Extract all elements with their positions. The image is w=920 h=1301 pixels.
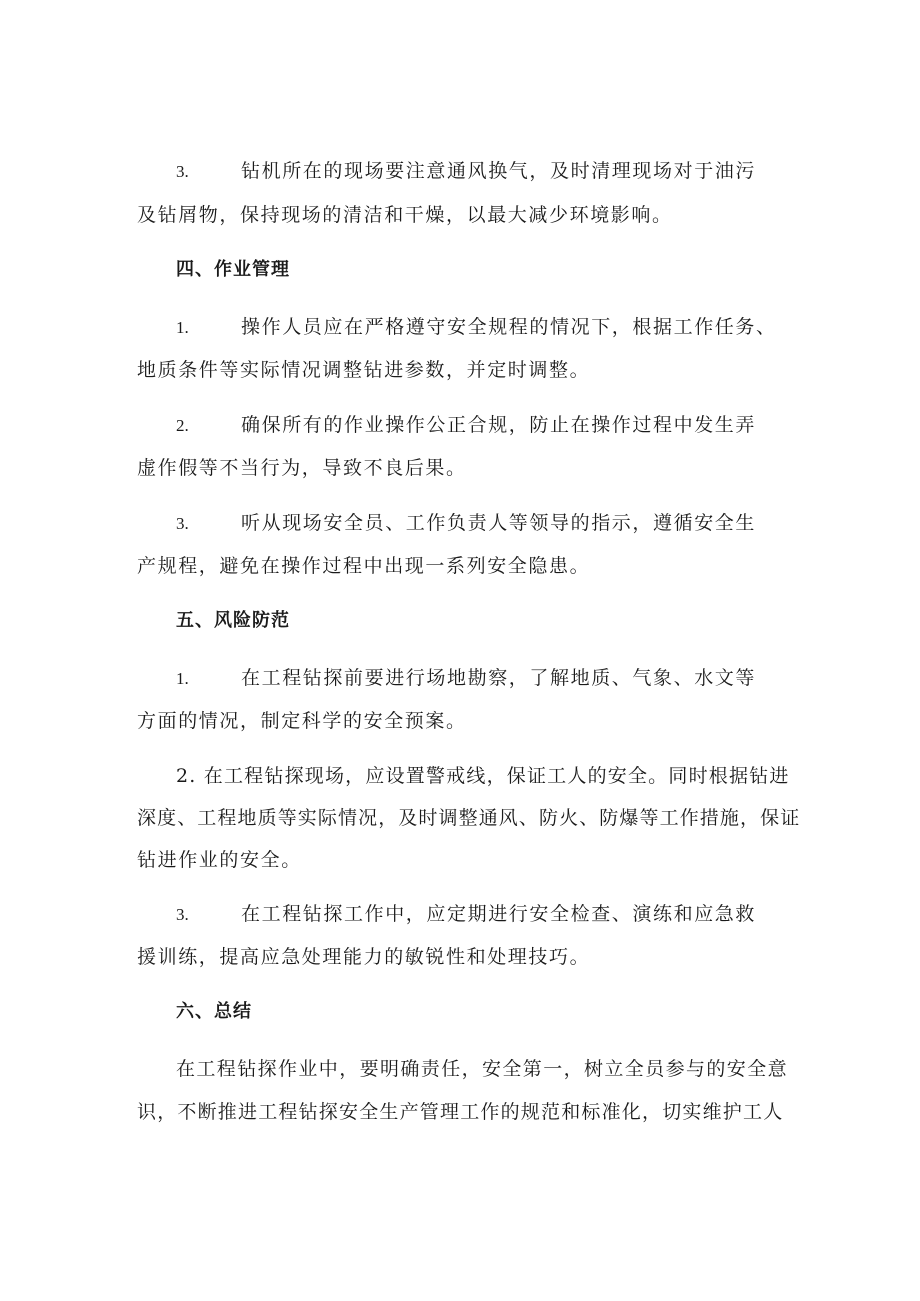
paragraph-line: 听从现场安全员、工作负责人等领导的指示，遵循安全生 bbox=[241, 512, 757, 534]
paragraph-line: 地质条件等实际情况调整钻进参数，并定时调整。 bbox=[137, 359, 591, 381]
paragraph-line: 2. 在工程钻探现场，应设置警戒线，保证工人的安全。同时根据钻进 bbox=[176, 765, 790, 787]
paragraph-line: 援训练，提高应急处理能力的敏锐性和处理技巧。 bbox=[137, 946, 591, 968]
item-number: 1. bbox=[176, 669, 189, 688]
section-heading: 五、风险防范 bbox=[176, 610, 290, 631]
paragraph-line: 在工程钻探作业中，要明确责任，安全第一，树立全员参与的安全意 bbox=[176, 1058, 789, 1080]
paragraph-line: 及钻屑物，保持现场的清洁和干燥，以最大减少环境影响。 bbox=[137, 204, 673, 226]
section-heading: 四、作业管理 bbox=[176, 259, 290, 280]
paragraph-line: 操作人员应在严格遵守安全规程的情况下，根据工作任务、 bbox=[241, 316, 777, 338]
item-number: 2. bbox=[176, 416, 189, 435]
paragraph-line: 钻机所在的现场要注意通风换气，及时清理现场对于油污 bbox=[241, 160, 757, 182]
paragraph-line: 在工程钻探工作中，应定期进行安全检查、演练和应急救 bbox=[241, 903, 757, 925]
item-number: 3. bbox=[176, 162, 189, 181]
paragraph-line: 方面的情况，制定科学的安全预案。 bbox=[137, 710, 467, 732]
paragraph-line: 识，不断推进工程钻探安全生产管理工作的规范和标准化，切实维护工人 bbox=[137, 1101, 784, 1123]
item-number: 3. bbox=[176, 514, 189, 533]
paragraph-line: 产规程，避免在操作过程中出现一系列安全隐患。 bbox=[137, 555, 591, 577]
paragraph-line: 虚作假等不当行为，导致不良后果。 bbox=[137, 457, 467, 479]
paragraph-line: 钻进作业的安全。 bbox=[137, 849, 302, 871]
paragraph-line: 确保所有的作业操作公正合规，防止在操作过程中发生弄 bbox=[241, 414, 757, 436]
section-heading: 六、总结 bbox=[176, 1001, 252, 1022]
paragraph-line: 在工程钻探前要进行场地勘察，了解地质、气象、水文等 bbox=[241, 667, 757, 689]
item-number: 1. bbox=[176, 318, 189, 337]
paragraph-line: 深度、工程地质等实际情况，及时调整通风、防火、防爆等工作措施，保证 bbox=[137, 807, 801, 829]
item-number: 3. bbox=[176, 905, 189, 924]
